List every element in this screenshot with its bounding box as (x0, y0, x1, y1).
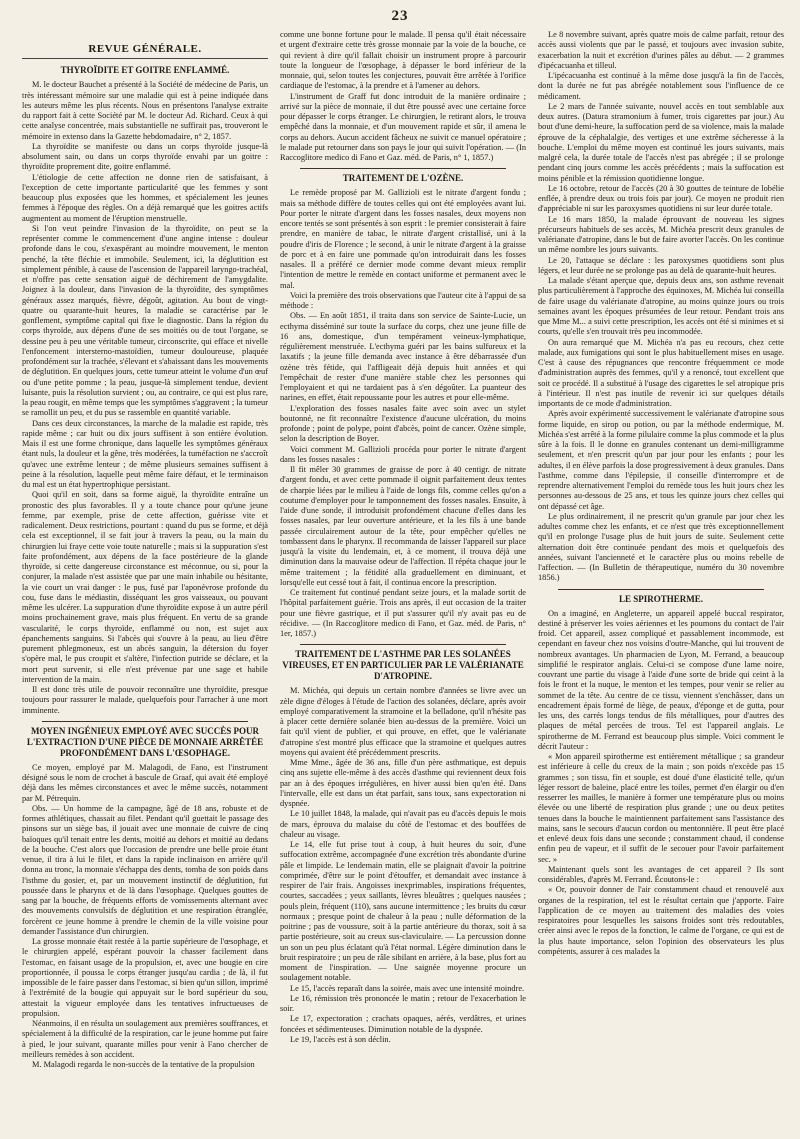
paragraph: Le 16 mars 1850, la malade éprouvant de nouveau les signes précurseurs habituels de ses accès, M. Michéa prescrit deux granules de valérianate d'atropine, dans le but de faire avorter l'accès. On les continue un même nombre les jours suivants. (538, 214, 784, 255)
section-title-thyroidite: THYROÏDITE ET GOITRE ENFLAMMÉ. (60, 65, 230, 76)
revue-title: REVUE GÉNÉRALE. (22, 44, 268, 59)
section-divider (558, 589, 764, 590)
column-2 (280, 30, 526, 1132)
paragraph: « Mon appareil spirotherme est entièrement métallique ; sa grandeur est inférieure à celle du creux de la main ; son poids n'excède pas 15 grammes ; son tissu, fin et souple, est doué d'une élasticité telle, qu'un léger ressort de baleine, placé entre les toiles, permet d'en élargir ou d'en resserrer les mailles, le manière à former une température plus ou moins élevée ou une liberté de respiration plus grande ; une ou deux petites tenues dans la bouche le maintiennent parfaitement sans l'assistance des mains, sans le secours d'aucun cordon ou mentonnière. Il peut être placé et enlevé deux fois dans une seconde ; constamment chaud, il condense enfin peu de vapeur, et il suffit de le secouer pour l'avoir parfaitement sec. » (538, 752, 784, 864)
paragraph: Voici la première des trois observations que l'auteur cite à l'appui de sa méthode : (280, 290, 526, 310)
paragraph: Dans ces deux circonstances, la marche de la maladie est rapide, très rapide même ; car huit ou dix jours suffisent à son entière évolution. Mais il est une forme chronique, dans laquelle les symptômes généraux étant nuls, la douleur et la gêne, très modérées, la tuméfaction ne s'accroît qu'avec une extrême lenteur ; de même plusieurs semaines suffisent à peine à la résolution, laquelle peut même faire défaut, et le terminaison du mal est un état hypertrophique persistant. (22, 418, 268, 489)
section-title-asthme: TRAITEMENT DE L'ASTHME PAR LES SOLANÉES VIREUSES, ET EN PARTICULIER PAR LE VALÉRIANATE D'ATROPINE. (282, 649, 524, 682)
paragraph: La thyroïdite se manifeste ou dans un corps thyroïde jusque-là absolument sain, ou dans un corps thyroïde envahi par un goitre : thyroïdite proprement dite, goitre enflammé. (22, 141, 268, 172)
page-number: 23 (391, 8, 409, 24)
paragraph: On a imaginé, en Angleterre, un appareil appelé buccal respirator, destiné à préserver les voies aériennes et les poumons du contact de l'air froid. Cet appareil, assez compliqué et passablement incommode, est cependant en faveur chez nos voisins d'outre-Manche, qui lui trouvent de nombreux avantages. Un pharmacien de Lyon, M. Ferrand, a beaucoup simplifié le respirator anglais. Celui-ci se compose d'une lame noire, couvrant une partie du visage à l'aide d'une sorte de bride qui ceint à la fois le front et la nuque, le menton et les tempes, pour venir se relier au sommet de la tête. Au centre de ce tissu, viennent s'enchâsser, dans un encadrement épais formé de liège, de peaux, d'éponge et de gutta, pour les uns, des carrés longs tendus de fils métalliques, pour d'autres des plaques de métal percées de trous. Tel est l'appareil anglais. Le spirotherme de M. Ferrand est beaucoup plus simple. Voici comment le décrit l'auteur : (538, 608, 784, 751)
paragraph: Le 16 octobre, retour de l'accès (20 à 30 gouttes de teinture de lobélie enflée, à prendre deux ou trois fois par jour). Ce moyen ne produit rien d'appréciable ni sur les paroxysmes quotidiens ni sur leur durée totale. (538, 183, 784, 214)
section-body-spirotherme (538, 609, 784, 958)
paragraph: L'ipécacuanha est continué à la même dose jusqu'à la fin de l'accès, dont la durée ne fut pas abrégée notablement sous l'influence de ce médicament. (538, 71, 784, 101)
section-title-spirotherme: LE SPIROTHERME. (618, 593, 703, 604)
paragraph: Le 14, elle fut prise tout à coup, à huit heures du soir, d'une suffocation extrême, accompagnée d'une excrétion très abondante d'urine pâle et limpide. Le lendemain matin, elle se plaignait d'avoir la poitrine comprimée, d'être sur le point d'étouffer, et demandait avec instance à respirer de l'air frais. Angoisses inexprimables, inspirations fréquentes, courtes, saccadées ; yeux saillants, lèvres bleuâtres ; quelques nausées ; pouls plein, fréquent (110), sans aucune intermittence ; les bruits du cœur normaux ; presque point de chaleur à la peau ; nulle déformation de la poitrine ; pas de voussure, soit à la partie antérieure du thorax, soit à sa partie postérieure, soit au creux sus-claviculaire. — La percussion donne un son un peu plus éclatant qu'à l'état normal. Légère diminution dans le bruit respiratoire ; un peu de râle sibilant en arrière, à la base, plus fort au moment de l'inspiration. — Une saignée moyenne procure un soulagement notable. (280, 840, 526, 983)
paragraph: M. Michéa, qui depuis un certain nombre d'années se livre avec un zèle digne d'éloges à l'étude de l'action des solanées, déclare, après avoir employé comparativement la stramoine et la belladone, qu'il n'hésite pas à placer cette dernière solanée bien au-dessus de la première. Voici un fait qu'il vient de publier, et qui prouve, en effet, que le valérianate d'atropine s'est montré plus efficace que la stramoine et quelques autres moyens qui avaient été précédemment prescrits. (280, 686, 526, 757)
section-divider (42, 721, 248, 722)
paragraph: M. Malagodi regarda le non-succès de la tentative de la propulsion (32, 1060, 255, 1069)
paragraph: Obs. — Un homme de la campagne, âgé de 18 ans, robuste et de formes athlétiques, chassait au filet. Pendant qu'il guettait le passage des pinsons sur un siège bas, il jouait avec une monnaie de cuivre de cinq baïoques qu'il tenait entre les dents, moitié au dehors et moitié au dedans de la bouche. C'est alors que l'occasion de prendre une belle proie étant venue, il tira à lui le filet, et dans la rapide inclinaison en arrière qu'il donna au tronc, la monnaie s'échappa des dents, tomba de son poids dans l'isthme du gosier, et, par un mouvement instinctif de déglutition, fut poussée dans le pharynx et de là dans l'œsophage. Quelques gouttes de sang par la bouche, de fréquents efforts de vomissements alternant avec des mouvements convulsifs de déglutition et une respiration étranglée, forcèrent ce jeune homme à prendre le chemin de la ville voisine pour demander l'assistance d'un chirurgien. (22, 803, 268, 936)
section-title-ozene: TRAITEMENT DE L'OZÈNE. (342, 173, 464, 184)
paragraph: Ce traitement fut continué pendant seize jours, et la malade sortit de l'hôpital parfaitement guérie. Trois ans après, il eut occasion de la traiter pour une fièvre gastrique, et il put s'assurer qu'il n'y avait pas eu de récidive. — (In Raccoglitore medico di Fano, et Gaz. méd. de Paris, n° 1er, 1857.) (280, 588, 526, 638)
paragraph: Ce moyen, employé par M. Malagodi, de Fano, est l'instrument désigné sous le nom de crochet à bascule de Graaf, qui avait été employé déjà dans les mêmes circonstances et avec le même succès, notamment par M. Pétrequin. (22, 762, 268, 803)
section-body-monnaie-cont (280, 30, 526, 163)
paragraph: Le 19, l'accès est à son déclin. (290, 1034, 391, 1044)
paragraph: Le 2 mars de l'année suivante, nouvel accès en tout semblable aux deux autres. (Datura stramonium à fumer, trois cigarettes par jour.) Au bout d'une demi-heure, la suffocation perd de sa violence, mais la malade éprouve de la céphalalgie, des vertiges et une extrême sécheresse à la bouche. L'emploi du même moyen est continué les jours suivants, mais malgré cela, la durée totale de l'accès n'est pas abrégée ; il se prolonge pendant cinq jours comme les accès précédents ; mais la suffocation est moins pénible et la rémission quotidienne longue. (538, 101, 784, 183)
section-divider (300, 168, 506, 169)
section-body-monnaie (22, 763, 268, 1071)
paragraph: L'instrument de Graff fut donc introduit de la manière ordinaire ; arrivé sur la pièce de monnaie, il dut être poussé avec une certaine force pour dépasser le corps étranger. Le chirurgien, le retirant alors, le trouva empêché dans la monnaie, et d'un mouvement rapide et sûr, il amena le corps au dehors. Aucun accident fâcheux ne suivit ce manuel opératoire ; le malade put retourner dans son pays le jour qui suivit l'opération. — (In Raccoglitore medico di Fano et Gaz. méd. de Paris, n° 1, 1857.) (280, 91, 526, 162)
paragraph: Néanmoins, il en résulta un soulagement aux premières souffrances, et spécialement à la difficulté de la respiration, car le jeune homme put faire à pied, le jour suivant, quarante milles pour venir à Fano chercher de meilleurs remèdes à son accident. (22, 1019, 268, 1059)
paragraph: Le plus ordinairement, il ne prescrit qu'un granule par jour chez les adultes comme chez les enfants, et ce n'est que très exceptionnellement qu'il en prolonge l'usage plus de huit jours de suite. Seulement cette alternation doit être continuée pendant des mois et quelquefois des années, suivant l'ancienneté et le caractère plus ou moins rebelle de l'affection. — (In Bulletin de thérapeutique, numéro du 30 novembre 1856.) (538, 511, 784, 583)
paragraph: « Or, pouvoir donner de l'air constamment chaud et renouvelé aux organes de la respiration, tel est le résultat certain que j'apporte. Faire l'application de ce moyen au traitement des maladies des voies respiratoires pour lesquelles les saisons froides sont très redoutables, créer ainsi avec le repos de la fonction, le calme de l'organe, ce qui est de la plus haute importance, selon l'opinion des observateurs les plus compétents, assurer à ces malades la (538, 885, 784, 956)
paragraph: Le 17, expectoration ; crachats opaques, aérés, verdâtres, et urines foncées et sédimenteuses. Diminution notable de la dyspnée. (280, 1014, 526, 1034)
section-body-ozene (280, 188, 526, 639)
paragraph: Le 8 novembre suivant, après quatre mois de calme parfait, retour des accès aussi violents que par le passé, et toujours avec invasion subite, exacerbation la nuit et excrétion d'urines pâles au début. — 2 grammes d'ipécacuanha et tilleul. (538, 30, 784, 70)
paragraph: Quoi qu'il en soit, dans sa forme aiguë, la thyroïdite entraîne un pronostic des plus favorables. Il y a toute chance pour qu'une jeune femme, par exemple, prise de cette affection, guérisse vite et radicalement. Deux restrictions, pourtant : quand du pus se forme, et déjà cela est exceptionnel, il se fait jour à travers la peau, ou la main du chirurgien lui fraye cette voie toute naturelle ; mais si la suppuration s'est faite profondément, aux dépens de la face postérieure de la glande thyroïde, si cette dangereuse circonstance est méconnue, ou si, pour la conjurer, la malade n'est assistée que par une main inhabile ou hésitante, la vie court un vrai danger : le pus, fusé par l'aponévrose profonde du cou, fuse dans le médiastin, disséquant les gros vaisseaux, ou pouvant même les ulcérer. La suppuration d'une thyroïdite expose à un autre péril moins prochainement grave, mais plus fréquent. En vertu de sa grande vascularité, le corps thyroïde, enflammé ou non, est sujet aux épanchements sanguins. Si l'abcès qui s'ouvre à la peau, au lieu d'être purement phlegmoneux, est un abcès sanguin, la détersion du foyer s'opère mal, le pus croupit et s'altère, l'infection putride se déclare, et la mort peut survenir, si elle n'est prévenue par une sage et habile intervention de la main. (22, 490, 268, 684)
paragraph: L'exploration des fosses nasales faite avec soin avec un stylet boutonné, ne fit reconnaître l'existence d'aucune ulcération, du moins profonde ; point de polype, point d'abcès, point de cancer. Ozène simple, selon la description de Boyer. (280, 403, 526, 444)
paragraph: comme une bonne fortune pour le malade. Il pensa qu'il était nécessaire et urgent d'extraire cette très grosse monnaie par la voie de la bouche, ce qui revient à dire qu'il fallait choisir un instrument propre à parcourir toute la longueur de l'œsophage, à dépasser le bord inférieur de la monnaie, qui, selon toutes les conjectures, pouvait être arrêtée à l'orifice cardiaque de l'estomac, à la prendre et à l'amener au dehors. (280, 30, 526, 91)
paragraph: Maintenant quels sont les avantages de cet appareil ? Ils sont considérables, d'après M. Ferrand. Écoutons-le : (538, 864, 784, 884)
section-body-asthme (280, 686, 526, 1045)
paragraph: Le 16, rémission très prononcée le matin ; retour de l'exacerbation le soir. (280, 993, 526, 1013)
paragraph: Le remède proposé par M. Gallizioli est le nitrate d'argent fondu ; mais sa méthode diffère de toutes celles qui ont été employées avant lui. Pour porter le nitrate d'argent dans les fosses nasales, deux moyens non encore tentés se sont présentés à son esprit : le premier consisterait à faire prendre, en manière de tabac, le nitrate d'argent cristallisé, uni à la poudre d'iris de Florence ; le second, à unir le nitrate d'argent à la graisse de porc et à en faire une pommade qu'on introduirait dans les fosses nasales. Il a préféré ce dernier mode comme devant mieux remplir l'intention de mettre le remède en contact uniforme et permanent avec le mal. (280, 188, 526, 290)
paragraph: On aura remarqué que M. Michéa n'a pas eu recours, chez cette malade, aux fumigations qui sont le plus habituellement mises en usage. C'est à cause des répugnances que rencontre fréquemment ce mode d'administration auprès des femmes, qu'il y a renoncé, tout excellent que soit ce procédé. Il a substitué à l'usage des cigarettes le sel atropique pris à l'intérieur. Il n'est pas inutile de revenir ici sur quelques détails importants de ce mode d'administration. (538, 337, 784, 408)
columns (22, 30, 784, 1132)
paragraph: Il fit mêler 30 grammes de graisse de porc à 40 centigr. de nitrate d'argent fondu, et avec cette pommade il oignit parfaitement deux tentes de charpie liées par le milieu à l'aide de longs fils, comme celles qu'on a coutume d'employer pour le tamponnement des fosses nasales. Ensuite, à l'aide d'une sonde, il introduisit profondément chacune d'elles dans les fosses nasales, par leur ouverture antérieure, et la les fils à une bande passée circulairement autour de la tête, pour empêcher qu'elles ne tombassent dans le pharynx. Il recommanda de laisser l'appareil sur place jusqu'à la visite du lendemain, et, à ce moment, il trouva déjà une diminution dans la mauvaise odeur de l'affection. Il répéta chaque jour le même traitement ; la fétidité alla graduellement en diminuant, et lorsqu'elle eut cessé tout à fait, il continua encore la prescription. (280, 465, 526, 587)
paragraph: Le 10 juillet 1848, la malade, qui n'avait pas eu d'accès depuis le mois de mars, éprouva du malaise du côté de l'estomac et des bouffées de chaleur au visage. (280, 809, 526, 839)
section-body-thyroidite (22, 80, 268, 716)
paragraph: Si l'on veut peindre l'invasion de la thyroïdite, on peut se la représenter comme le commencement d'une angine intense : douleur profonde dans le cou, s'exaspérant au moindre mouvement, le menton penché, la tête fléchie et immobile. Seulement, ici, la déglutition est simplement pénible, à cause de l'ascension de l'appareil laryngo-trachéal, et n'offre pas cette sensation aiguë de déchirement de l'amygdalite. Joignez à la douleur, dans l'invasion de la thyroïdite, des symptômes généraux assez marqués, fièvre, dégoût, agitation. Au bout de vingt-quatre ou quarante-huit heures, la maladie se caractérise par le gonflement, symptôme capital qui fixe le diagnostic. Dans la région du corps thyroïde, aux dépens d'une de ses moitiés ou de tout l'organe, se dessine peu à peu une véritable tumeur, circonscrite, qui efface et nivelle l'enfoncement intersterno-mastoïdien, tumeur douloureuse, plaquée profondément sur la trachée, s'élevant et s'abaissant dans les mouvements de déglutition. En quelques jours, cette tumeur atteint le volume d'un œuf ou d'une petite pomme ; la peau, jusque-là simplement tendue, devient luisante, puis la résolution survient ; ou, au contraire, ce qui est plus rare, la peau rougit, en même temps que les symptômes s'aggravent ; la tumeur se ramollit un peu, et du pus se rassemble en quantité variable. (22, 223, 268, 418)
section-body-asthme-cont (538, 30, 784, 584)
paragraph: Le 15, l'accès reparaît dans la soirée, mais avec une intensité moindre. (290, 983, 525, 993)
paragraph: Voici comment M. Gallizioli procéda pour porter le nitrate d'argent dans les fosses nasales : (280, 444, 526, 464)
paragraph: Obs. — En août 1851, il traita dans son service de Sainte-Lucie, un ecthyma disséminé sur toute la surface du corps, chez une jeune fille de 16 ans, domestique, d'un tempérament veineux-lymphatique, régulièrement menstruée. L'ecthyma guéri par les bains sulfureux et la laxatifs ; la jeune fille demanda avec instance à être débarrassée d'un ozène très fétide, qui l'affligeait déjà depuis huit années et qui l'empêchait de rester d'une manière stable chez les personnes qui l'employaient et qui ne tardaient pas à s'en dégoûter. La puanteur des narines, en effet, était repoussante pour les autres et pour elle-même. (280, 311, 526, 403)
paragraph: Il est donc très utile de pouvoir reconnaître une thyroïdite, presque toujours pour rassurer le malade, quelquefois pour l'arracher à une mort imminente. (22, 685, 268, 715)
paragraph: Après avoir expérimenté successivement le valérianate d'atropine sous forme liquide, en sirop ou potion, ou par la méthode endermique, M. Michéa s'est arrêté à la forme pilulaire comme la plus commode et la plus sûre à la fois. Il le donne en granules contenant un demi-milligramme seulement, et n'en prescrit qu'un par jour pour les enfants ; pour les adultes, il en élève parfois la dose progressivement à deux granules. Dans l'asthme, comme dans l'épilepsie, il conseille d'interrompre et de reprendre alternativement l'emploi du remède tous les huit jours chez les personnes au-dessous de 25 ans, et tous les quinze jours chez celles qui ont dépassé cet âge. (538, 409, 784, 511)
column-1 (22, 30, 268, 1132)
paragraph: La grosse monnaie était restée à la partie supérieure de l'œsophage, et le chirurgien appelé, espérant pouvoir la chasser facilement dans l'estomac, en faisant usage de la propulsion, et, avec une bougie en cire proportionnée, il poussa le corps étranger jusqu'au cardia ; de là, il fut impossible de le faire passer dans l'estomac, si bien qu'un sillon, imprimé à l'extrémité de la bougie qui appuyait sur le bord supérieur du sou, attestait la vigueur employée dans les tentatives infructueuses de propulsion. (22, 937, 268, 1018)
paragraph: M. le docteur Bauchet a présenté à la Société de médecine de Paris, un très intéressant mémoire sur une maladie qui est à peine indiquée dans les auteurs même les plus récents. Nous en présentons l'analyse extraite du rapport fait à cette Société par M. le docteur Ad. Richard. Ceux à qui cette analyse concentrée, mais substantielle ne suffirait pas, trouveront le mémoire in extenso dans la Gazette hebdomadaire, n° 2, 1857. (22, 80, 268, 141)
paragraph: Mme Mme., âgée de 36 ans, fille d'un père asthmatique, est depuis cinq ans sujette elle-même à des accès d'asthme qui reviennent deux fois par an à des époques irrégulières, en hiver aussi bien qu'en été. Dans l'intervalle, elle est dans un état parfait, sans toux, sans expectoration ni dyspnée. (280, 758, 526, 808)
paragraph: L'étiologie de cette affection ne donne rien de satisfaisant, à l'exception de cette importante particularité que les femmes y sont beaucoup plus exposées que les hommes, et spécialement les jeunes femmes à l'époque des règles. On a déjà remarqué que les goitres actifs augmentent au moment de l'éruption menstruelle. (22, 172, 268, 223)
section-title-monnaie: MOYEN INGÉNIEUX EMPLOYÉ AVEC SUCCÈS POUR L'EXTRACTION D'UNE PIÈCE DE MONNAIE ARRÊTÉE PROFONDÉMENT DANS L'ŒSOPHAGE. (26, 725, 264, 758)
column-3 (538, 30, 784, 1132)
paragraph: Le 20, l'attaque se déclare : les paroxysmes quotidiens sont plus légers, et leur durée ne se prolonge pas au delà de quarante-huit heures. (538, 255, 784, 275)
section-divider (300, 644, 506, 645)
paragraph: La malade s'étant aperçue que, depuis deux ans, son asthme revenait plus particulièrement à l'approche des équinoxes, M. Michéa lui conseilla de faire usage du valérianate d'atropine, au moins quinze jours ou trois semaines avant les époques présumées de leur retour. Pendant trois ans que Mme M... a suivi cette prescription, les accès ont été si minimes et si courts, qu'elle s'en trouvait très peu incommodée. (538, 276, 784, 337)
